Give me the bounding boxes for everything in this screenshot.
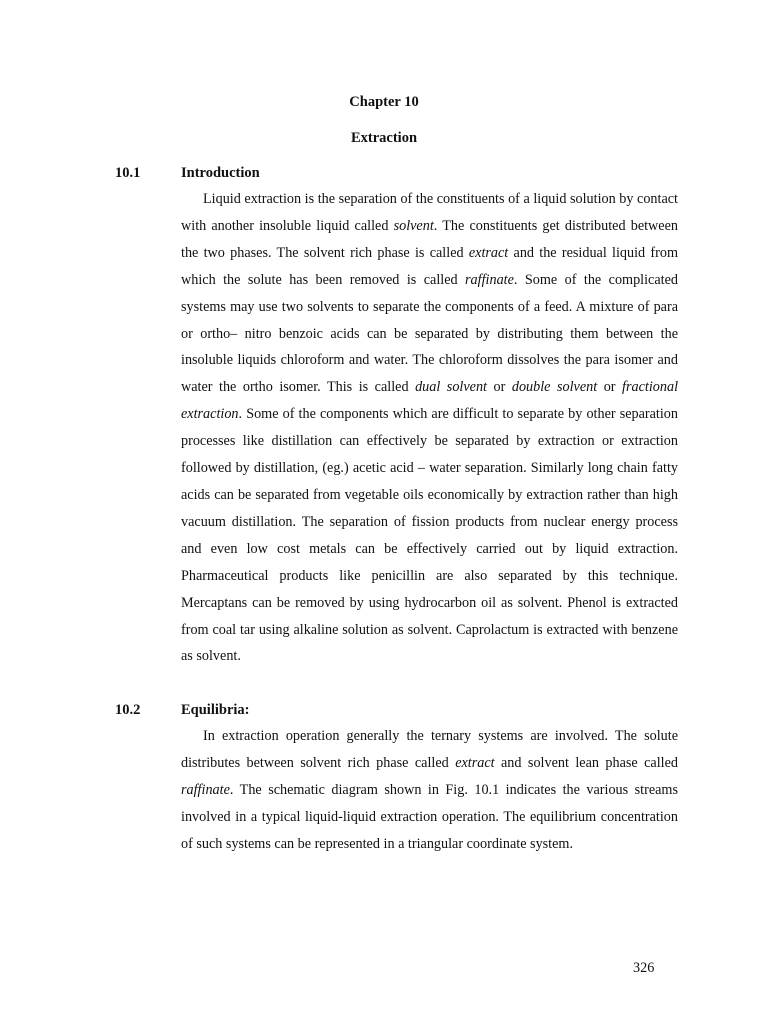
text-run: . Some of the components which are difficult to separate by other separation processes like distillation can effectively be separated by extraction or extraction followed by distillation, (eg.) acetic acid – water separation. Similarly long chain fatty acids can be separated from vegetable oils economically by extraction rather than high vacuum distillation. The separation of fission products from nuclear energy process and even low cost metals can be effectively carried out by liquid extraction. Pharmaceutical products like penicillin are also separated by this technique. Mercaptans can be removed by using hydrocarbon oil as solvent. Phenol is extracted from coal tar using alkaline solution as solvent. Caprolactum is extracted with benzene as solvent. <box>181 406 678 665</box>
equilibria-paragraph <box>181 723 678 858</box>
text-run: . The schematic diagram shown in Fig. 10.1 indicates the various streams involved in a typical liquid-liquid extraction operation. The equilibrium concentration of such systems can be represented in a triangular coordinate system. <box>181 781 678 852</box>
italic-term: fractional extraction <box>181 379 679 423</box>
text-run: In extraction operation generally the ternary systems are involved. The solute distributes between solvent rich phase called <box>181 728 678 771</box>
chapter-title: Extraction <box>350 130 418 146</box>
italic-term: raffinate <box>465 271 514 288</box>
italic-term: dual solvent <box>415 379 487 396</box>
page-number: 326 <box>633 960 655 976</box>
text-run: . The constituents get distributed between the two phases. The solvent rich phase is called <box>181 217 678 261</box>
italic-term: extract <box>468 244 509 261</box>
section-title-introduction: Introduction <box>181 165 260 181</box>
italic-term: extract <box>455 754 495 771</box>
section-number-10-1: 10.1 <box>115 165 141 181</box>
italic-term: double solvent <box>511 379 598 396</box>
introduction-paragraph <box>181 186 678 670</box>
italic-term: raffinate <box>181 781 230 798</box>
text-run: and solvent lean phase called <box>494 754 678 771</box>
text-run: or <box>597 379 623 396</box>
section-number-10-2: 10.2 <box>115 702 141 718</box>
text-run: or <box>487 379 512 396</box>
text-run: Liquid extraction is the separation of the constituents of a liquid solution by contact with another insoluble liquid called <box>181 191 678 234</box>
chapter-number: Chapter 10 <box>349 94 419 110</box>
text-run: and the residual liquid from which the solute has been removed is called <box>181 244 678 288</box>
text-run: . Some of the complicated systems may use two solvents to separate the components of a feed. A mixture of para or ortho– nitro benzoic acids can be separated by distributing them between the insoluble liquids chloroform and water. The chloroform dissolves the para isomer and water the ortho isomer. This is called <box>181 271 678 396</box>
italic-term: solvent <box>393 217 434 234</box>
section-title-equilibria: Equilibria: <box>181 702 250 718</box>
